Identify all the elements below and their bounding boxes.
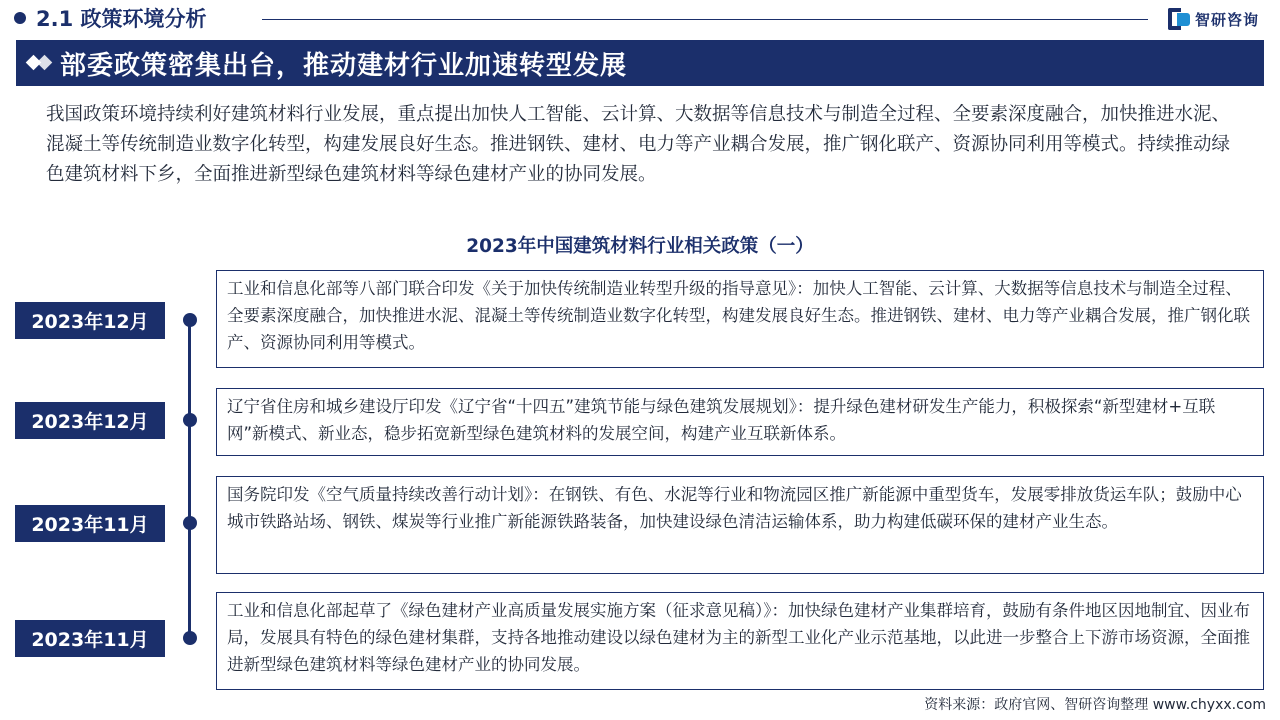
policy-card: 国务院印发《空气质量持续改善行动计划》：在钢铁、有色、水泥等行业和物流园区推广新能源中重型货车，发展零排放货运车队；鼓励中心城市铁路站场、钢铁、煤炭等行业推广新能源铁路装备，加快建设绿色清洁运输体系，助力构建低碳环保的建材产业生态。 <box>216 476 1264 574</box>
intro-paragraph: 我国政策环境持续利好建筑材料行业发展，重点提出加快人工智能、云计算、大数据等信息技术与制造全过程、全要素深度融合，加快推进水泥、混凝土等传统制造业数字化转型，构建发展良好生态。推进钢铁、建材、电力等产业耦合发展，推广钢化联产、资源协同利用等模式。持续推动绿色建筑材料下乡，全面推进新型绿色建筑材料等绿色建材产业的协同发展。 <box>46 104 1231 185</box>
brand-name: 智研咨询 <box>1195 10 1260 29</box>
timeline-dot <box>183 413 197 427</box>
timeline-dot <box>183 516 197 530</box>
section-bullet <box>14 12 26 24</box>
brand-logo-icon <box>1168 8 1190 30</box>
timeline-date: 2023年11月 <box>15 505 165 542</box>
timeline-date: 2023年12月 <box>15 402 165 439</box>
title-banner <box>16 40 1264 86</box>
brand-logo <box>1168 4 1259 34</box>
source-note: 资料来源：政府官网、智研咨询整理 www.chyxx.com <box>924 697 1266 713</box>
policy-card: 辽宁省住房和城乡建设厅印发《辽宁省“十四五”建筑节能与绿色建筑发展规划》：提升绿色建材研发生产能力，积极探索“新型建材+互联网”新模式、新业态，稳步拓宽新型绿色建筑材料的发展空间，构建产业互联新体系。 <box>216 388 1264 456</box>
timeline-date: 2023年12月 <box>15 302 165 339</box>
section-divider <box>262 19 1148 20</box>
policy-card: 工业和信息化部起草了《绿色建材产业高质量发展实施方案（征求意见稿）》：加快绿色建材产业集群培育，鼓励有条件地区因地制宜、因业布局，发展具有特色的绿色建材集群，支持各地推动建设以绿色建材为主的新型工业化产业示范基地，以此进一步整合上下游市场资源，全面推进新型绿色建筑材料等绿色建材产业的协同发展。 <box>216 592 1264 690</box>
timeline-dot <box>183 313 197 327</box>
double-diamond-icon <box>20 40 60 86</box>
section-title: 2.1 政策环境分析 <box>36 7 207 31</box>
policy-card: 工业和信息化部等八部门联合印发《关于加快传统制造业转型升级的指导意见》：加快人工智能、云计算、大数据等信息技术与制造全过程、全要素深度融合，加快推进水泥、混凝土等传统制造业数字化转型，构建发展良好生态。推进钢铁、建材、电力等产业耦合发展，推广钢化联产、资源协同利用等模式。 <box>216 270 1264 368</box>
banner-title: 部委政策密集出台，推动建材行业加速转型发展 <box>60 50 628 81</box>
timeline-dot <box>183 631 197 645</box>
timeline-axis <box>188 320 191 638</box>
timeline-title: 2023年中国建筑材料行业相关政策（一） <box>466 236 814 257</box>
timeline-date: 2023年11月 <box>15 620 165 657</box>
